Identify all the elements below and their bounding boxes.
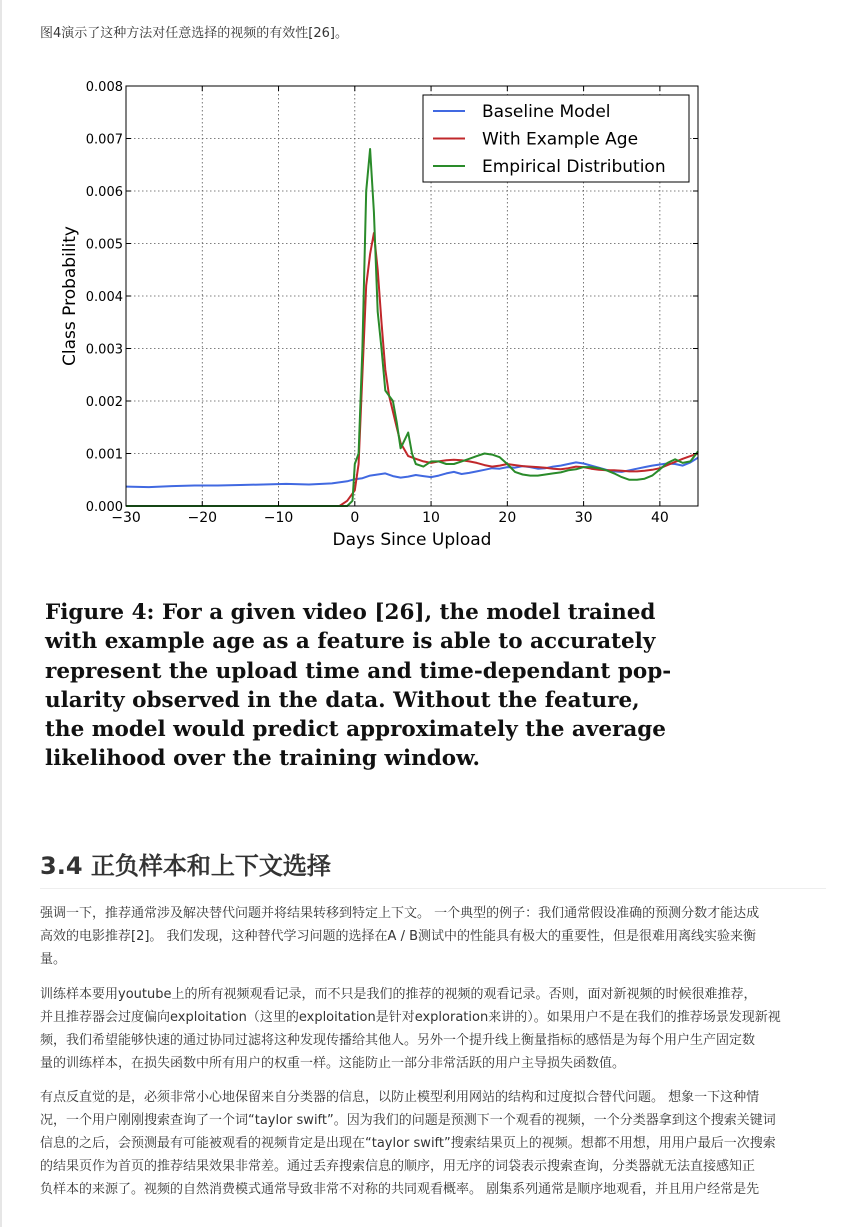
x-tick-label: −30 bbox=[111, 510, 141, 526]
intro-text: 图4演示了这种方法对任意选择的视频的有效性[26]。 bbox=[40, 26, 348, 41]
y-tick-label: 0.005 bbox=[85, 237, 123, 253]
paragraph bbox=[40, 902, 830, 971]
y-tick-label: 0.004 bbox=[85, 290, 123, 305]
x-tick-label: 10 bbox=[422, 510, 440, 526]
y-tick-label: 0.002 bbox=[85, 395, 123, 410]
section-title: 3.4 正负样本和上下文选择 bbox=[40, 852, 331, 880]
legend-label: Baseline Model bbox=[482, 102, 611, 122]
left-border bbox=[0, 0, 2, 1227]
legend bbox=[423, 95, 689, 182]
y-tick-label: 0.006 bbox=[85, 185, 123, 200]
x-tick-label: 30 bbox=[574, 510, 593, 526]
caption-line: ularity observed in the data. Without the feature, bbox=[45, 687, 640, 713]
y-tick-label: 0.007 bbox=[85, 132, 123, 148]
y-tick-label: 0.000 bbox=[85, 500, 123, 515]
legend-label: Empirical Distribution bbox=[482, 157, 666, 177]
paragraph-line: 负样本的来源了。视频的自然消费模式通常导致非常不对称的共同观看概率。 剧集系列通常是顺序地观看，并且用户经常是先 bbox=[40, 1182, 760, 1197]
caption-line: with example age as a feature is able to accurately bbox=[45, 629, 656, 655]
paragraph-line: 训练样本要用youtube上的所有视频观看记录，而不只是我们的推荐的视频的观看记录。否则，面对新视频的时候很难推荐， bbox=[40, 987, 757, 1002]
x-tick-label: −20 bbox=[187, 510, 218, 526]
paragraph-line: 强调一下，推荐通常涉及解决替代问题并将结果转移到特定上下文。 一个典型的例子：我们通常假设准确的预测分数才能达成 bbox=[40, 906, 760, 921]
paragraph-line: 频，我们希望能够快速的通过协同过滤将这种发现传播给其他人。另外一个提升线上衡量指标的感悟是为每个用户生产固定数 bbox=[40, 1033, 756, 1048]
paragraph-line: 量。 bbox=[40, 952, 67, 967]
y-tick-label: 0.001 bbox=[85, 447, 123, 463]
figure-chart bbox=[52, 70, 712, 560]
caption-line: the model would predict approximately the average bbox=[45, 717, 666, 743]
legend-label: With Example Age bbox=[482, 129, 639, 150]
divider bbox=[40, 888, 826, 889]
paragraph-line: 并且推荐器会过度偏向exploitation（这里的exploitation是针对exploration来讲的）。如果用户不是在我们的推荐场景发现新视 bbox=[40, 1010, 781, 1025]
y-tick-label: 0.003 bbox=[85, 342, 123, 358]
x-axis-label: Days Since Upload bbox=[332, 530, 492, 550]
paragraph-line: 的结果页作为首页的推荐结果效果非常差。通过丢弃搜索信息的顺序，用无序的词袋表示搜索查询，分类器就无法直接感知正 bbox=[40, 1159, 756, 1174]
figure-caption bbox=[45, 598, 717, 774]
paragraph-line: 有点反直觉的是，必须非常小心地保留来自分类器的信息，以防止模型利用网站的结构和过度拟合替代问题。 想象一下这种情 bbox=[40, 1090, 760, 1105]
paragraph bbox=[40, 983, 830, 1075]
y-tick-label: 0.008 bbox=[85, 80, 123, 95]
caption-line: Figure 4: For a given video [26], the model trained bbox=[45, 600, 656, 625]
caption-line: likelihood over the training window. bbox=[45, 746, 480, 772]
paragraph bbox=[40, 1086, 830, 1201]
x-tick-label: 20 bbox=[498, 510, 517, 526]
paragraph-line: 信息的之后，会预测最有可能被观看的视频肯定是出现在“taylor swift”搜索结果页上的视频。想都不用想，用用户最后一次搜索 bbox=[40, 1136, 776, 1151]
x-tick-label: 40 bbox=[650, 510, 669, 526]
paragraph-line: 况，一个用户刚刚搜索查询了一个词“taylor swift”。因为我们的问题是预测下一个观看的视频，一个分类器拿到这个搜索关键词 bbox=[40, 1113, 776, 1128]
x-tick-label: −10 bbox=[263, 510, 294, 526]
paragraph-line: 高效的电影推荐[2]。 我们发现，这种替代学习问题的选择在A / B测试中的性能具有极大的重要性，但是很难用离线实验来衡 bbox=[40, 929, 757, 944]
x-tick-label: 0 bbox=[350, 510, 360, 526]
paragraph-line: 量的训练样本，在损失函数中所有用户的权重一样。这能防止一部分非常活跃的用户主导损失函数值。 bbox=[40, 1056, 626, 1071]
caption-line: represent the upload time and time-dependant pop- bbox=[45, 658, 672, 684]
y-axis-label: Class Probability bbox=[60, 226, 80, 366]
